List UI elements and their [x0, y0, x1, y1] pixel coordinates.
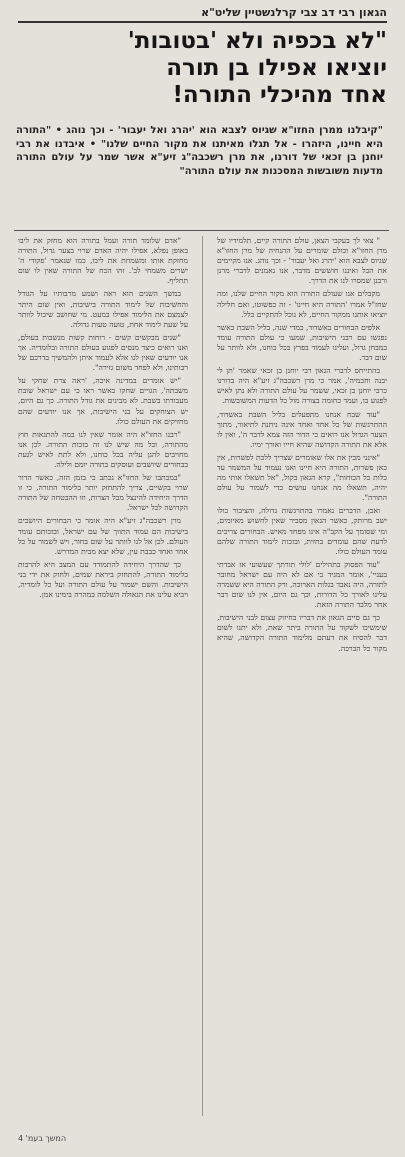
column-divider — [202, 236, 203, 1116]
article-kicker: הגאון רבי דב צבי קרלנשטיין שליט"א — [201, 6, 387, 19]
headline-line-2: יוציאו אפילו בן תורה — [166, 55, 387, 81]
kicker-rule — [18, 21, 387, 23]
article-column-left — [18, 236, 188, 1121]
paragraph: "רבנו החזו"א היה אומר שאין לנו במה להתגאות חוץ מהתורה, וכל מה שיש לנו זה בזכות התורה. לכן אנו מחויבים להגן עליה בכל כוחנו, ולא לתת לאיש לגעת בבחורים שיושבים ועוסקים בתורה יומם ולילה. — [18, 429, 188, 469]
paragraph: " צאי לך בעקבי הצאן, עולם התורה קיים, תלמידיו של מרן החזו"א וכולם שומרים על ההנחיה של מרן החזו"א שגיוס לצבא הוא 'יהרג ואל יעבור' - וכך נוהג. אנו מקיימים את הכל ואיננו חוששים מדבר, אנו נאמנים לדברי מרנן ורבנן שמסרו לנו את הדרך. — [217, 236, 387, 286]
paragraph: "אדם שלומד תורה ועמל בתורה הוא מחזק את ליבו באופן נפלא, אפילו יהיה האדם שרוי בצער גדול, התורה מחזקת אותו ומשמחת את ליבו, כמו שנאמר 'פקודי ה' ישרים משמחי לב'. זהו הכח של התורה שאין לו שום תחליף. — [18, 236, 188, 286]
paragraph: אלפים הבחורים באשדוד, כמדי שנה, בליל השבת כאשר נפגשו עם רבני הישיבות, שמעו כי עולם התורה עומד במבחן גדול, ועלינו לעמוד בפרץ בכל כוחנו, ולא לוותר על שום דבר. — [217, 322, 387, 363]
paragraph: מרן רשכבה"ג זיע"א היה אומר כי הבחורים היושבים בישיבות הם עמוד התווך של עם ישראל, ובזכותם עומד העולם. לכן אל לנו לוותר על שום בחור, ויש לשמור על כל אחד ואחד כבבת עין, שלא יצא מבית המדרש. — [18, 516, 188, 556]
paragraph: "אינני מבין את אלו שאומרים שצריך ללכת לפשרות, אין כאן פשרות, התורה היא חיינו ואנו נעמוד על המשמר עד כלות כל הכוחות", קרא הגאון בקול, "אל תשאלו אותי מה יהיה, תשאלו מה אנחנו עושים כדי לשמור על עולם התורה". — [217, 452, 387, 503]
paragraph: כך גם סיים הגאון את דבריו בחיזוק עצום לבני הישיבות, שימשיכו לשקוד על התורה ביתר שאת, ולא יתנו לשום דבר להסיח את דעתם מלימוד התורה הקדושה, שהיא מקור כל הברכה. — [217, 613, 387, 653]
headline-line-1: "לא בכפיה ולא 'בטובות' — [127, 28, 387, 54]
paragraph: "במכתבו של החזו"א נכתב כי בזמן הזה, כאשר הדור שרוי בקשיים, צריך להתחזק יותר בלימוד התורה, כי זו הדרך היחידה להינצל מכל הצרות, וזו ההבטחה של התורה הקדושה לכל ישראל. — [18, 473, 188, 513]
paragraph: "עוד הפסוק בתהילים 'לולי תורתך שעשועי אז אבדתי בעניי', אומר המגיד כי אם לא היה עם ישראל מחובר לתורה, היה נאבד בגלות הארוכה, ורק התורה היא ששמרה עלינו לאורך כל הדורות, וכך גם היום, אין לנו שום דבר אחר מלבד התורה הזאת. — [217, 559, 387, 610]
paragraph: ואכן, הדברים נאמרו בהתרגשות גדולה, והציבור כולו ישב מרותק, כאשר הגאון מסביר שאין לחשוש מאיומים, ומי שסומך על הקב"ה אינו מפחד מאיש. הבחורים צריכים לדעת שהם עומדים בחזית, ובזכות לימוד התורה שלהם עומד העולם כולו. — [217, 506, 387, 556]
paragraph: במשך השנים הוא ראה ושמע מרבותיו על הגודל והחשיבות של לימוד התורה בישיבות, ואין שום היתר לצמצם את הלימוד אפילו במעט. מי שחושב שיכול לוותר על שעת לימוד אחת, טועה טעות גדולה. — [18, 289, 188, 329]
paragraph: "עוד שבח אנחנו מתפעלים בליל השבת באשדוד, ההתרגשות של כל אחד ואחד אינה ניתנת לתיאור, מתוך הצער הגדול אנו רואים כי הדור הזה צמא לדבר ה', ואין לו אלא את התורה הקדושה שהיא חייו ואורך ימיו. — [217, 409, 387, 449]
paragraph: מקבלים אנו שעולם התורה הוא מקור החיים שלנו, ומה שחז"ל אמרו 'התורה היא חיינו' - זה כפשוטו, ואם חלילה יוציאו אותנו ממקור החיים, לא נוכל להתקיים כלל. — [217, 289, 387, 319]
paragraph: בהתייחס לדברי הגאון רבי יוחנן בן זכאי שאמר 'תן לי יבנה וחכמיה', אמר כי מרן רשכבה"ג זיע"א היה בדורנו כרבי יוחנן בן זכאי, ששמר על עולם התורה ולא נתן לאיש לפגוע בו, ועמד כחומה בצורה מול כל הדעות המשובשות. — [217, 366, 387, 406]
paragraph: "שנים מבקשים קשים - רוחות קשות מנשבות בעולם, ואנו רואים כיצד מנסים לפגוע בעולם התורה ובלומדיה. אך אנו יודעים שאין לנו אלא לעמוד איתן ולהמשיך בדרכם של רבותינו, ולא לפחד משום גזירה". — [18, 332, 188, 373]
subheadline: "קיבלנו ממרן החזו"א שגיוס לצבא הוא 'יהרג ואל יעבור' - וכך נוהג • "התורה היא חיינו, היזהרו - אל תגלו מאיתנו את מקור החיים שלנו" • איבדנו את רבי יוחנן בן זכאי של דורנו, את מרן רשכבה"ג זיע"א אשר שמר על עולם התורה מדעות משובשות המסכנות את עולם התורה" — [16, 125, 383, 177]
headline — [12, 28, 387, 109]
subhead-rule — [14, 230, 389, 231]
paragraph: "יש אומרים במדינה איכה, 'ראה צרת שחקי על משבתה', הגויים שחקו כאשר ראו כי עם ישראל שובת מעבודתו בשבת. לא מבינים את גודל התורה. כך גם היום, יש הצוחקים על בני הישיבות, אך אנו יודעים שהם מחזיקים את העולם כולו. — [18, 376, 188, 426]
continuation-note: המשך בעמ' 4 — [18, 1134, 67, 1143]
article-column-right — [217, 236, 387, 1120]
paragraph: כך שהדרך היחידה להתמודד עם המצב היא להרבות בלימוד התורה, להתחזק ביראת שמים, ולחזק את ידי בני הישיבות. והשם ישמור על עולם התורה ועל כל לומדיה, ויביא עלינו את הגאולה השלמה במהרה בימינו אמן. — [18, 559, 188, 600]
headline-line-3: אחד מהיכלי התורה! — [172, 82, 387, 108]
